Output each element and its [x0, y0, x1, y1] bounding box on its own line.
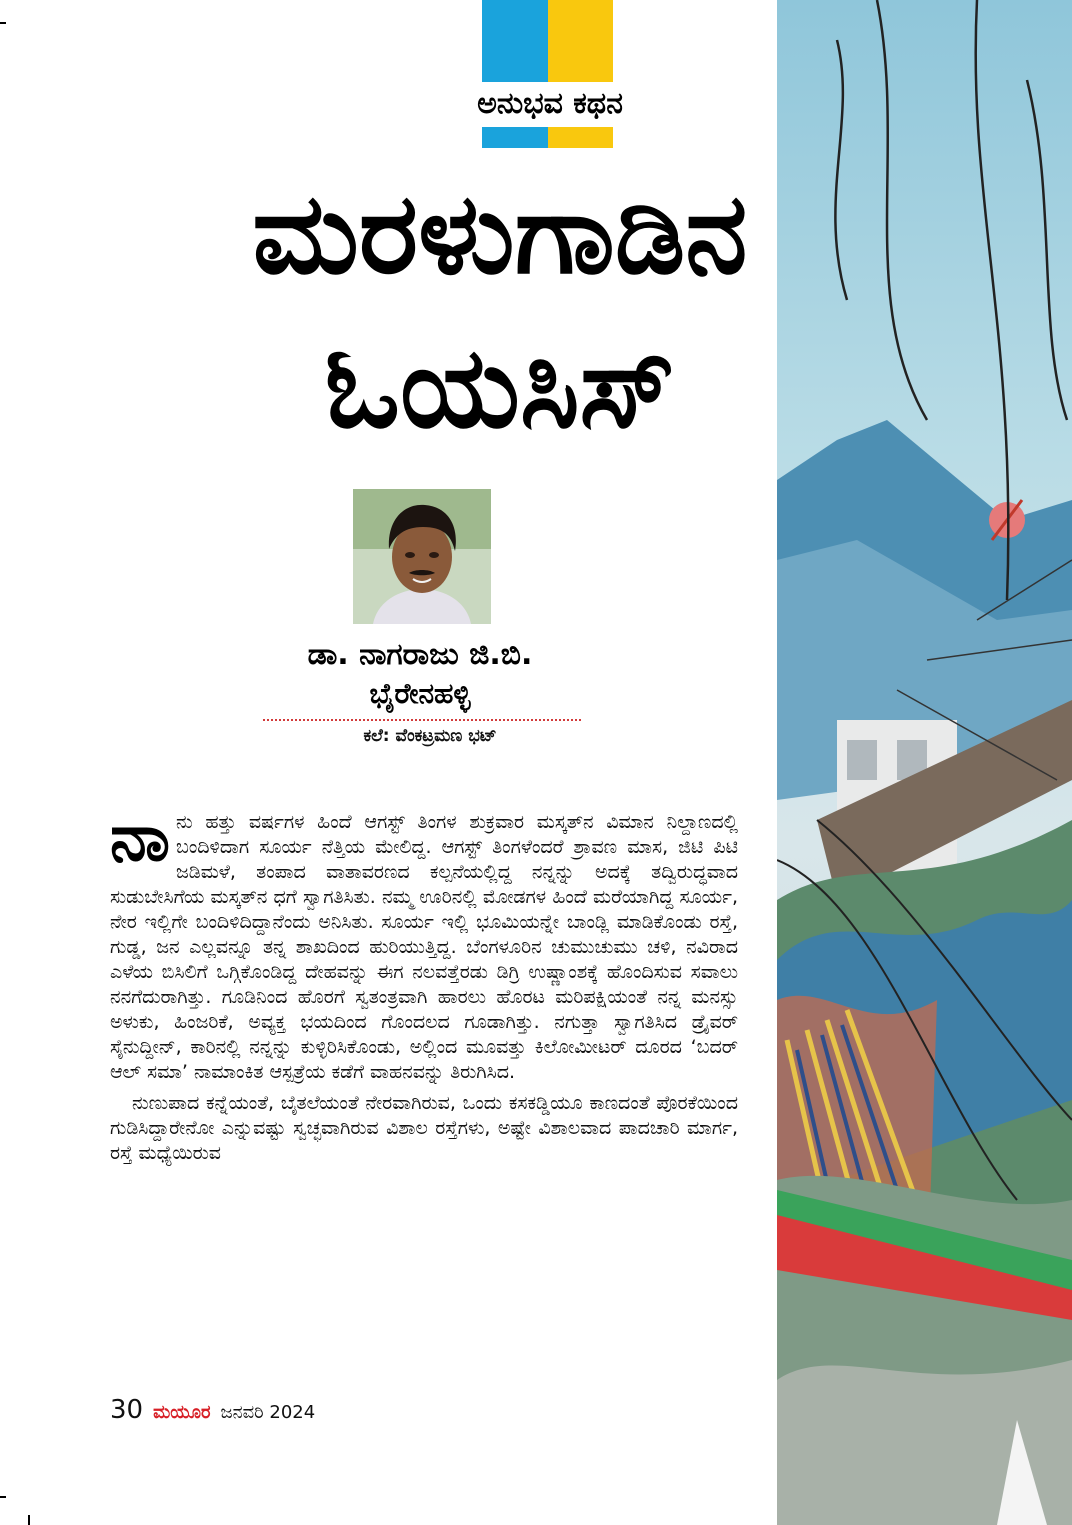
issue-date: ಜನವರಿ 2024: [220, 1402, 316, 1423]
headline-line-2: ಓಯಸಿಸ್: [324, 323, 676, 453]
section-label: ಅನುಭವ ಕಥನ: [477, 86, 623, 121]
author-place: ಭೈರೇನಹಳ್ಳಿ: [369, 677, 471, 710]
paragraph-1-text: ನು ಹತ್ತು ವರ್ಷಗಳ ಹಿಂದೆ ಆಗಸ್ಟ್ ತಿಂಗಳ ಶುಕ್ರವಾರ ಮಸ್ಕತ್‌ನ ವಿಮಾನ ನಿಲ್ದಾಣದಲ್ಲಿ ಬಂದಿಳಿದಾಗ ಸೂರ್ಯ ನೆತ್ತಿಯ ಮೇಲಿದ್ದ. ಆಗಸ್ಟ್ ತಿಂಗಳೆಂದರೆ ಶ್ರಾವಣ ಮಾಸ, ಜಿಟಿ ಪಿಟಿ ಜಡಿಮಳೆ, ತಂಪಾದ ವಾತಾವರಣದ ಕಲ್ಪನೆಯಲ್ಲಿದ್ದ ನನ್ನನ್ನು ಅದಕ್ಕೆ ತದ್ವಿರುದ್ಧವಾದ ಸುಡುಬೇಸಿಗೆಯ ಮಸ್ಕತ್‌ನ ಧಗೆ ಸ್ವಾಗತಿಸಿತು. ನಮ್ಮ ಊರಿನಲ್ಲಿ ಮೋಡಗಳ ಹಿಂದೆ ಮರೆಯಾಗಿದ್ದ ಸೂರ್ಯ, ನೇರ ಇಲ್ಲಿಗೇ ಬಂದಿಳಿದಿದ್ದಾನೆಂದು ಅನಿಸಿತು. ಸೂರ್ಯ ಇಲ್ಲಿ ಭೂಮಿಯನ್ನೇ ಬಾಂಡ್ಲಿ ಮಾಡಿಕೊಂಡು ರಸ್ತೆ, ಗುಡ್ಡ, ಜನ ಎಲ್ಲವನ್ನೂ ತನ್ನ ಶಾಖದಿಂದ ಹುರಿಯುತ್ತಿದ್ದ. ಬೆಂಗಳೂರಿನ ಚುಮುಚುಮು ಚಳಿ, ನವಿರಾದ ಎಳೆಯ ಬಿಸಿಲಿಗೆ ಒಗ್ಗಿಕೊಂಡಿದ್ದ ದೇಹವನ್ನು ಈಗ ನಲವತ್ತೆರಡು ಡಿಗ್ರಿ ಉಷ್ಣಾಂಶಕ್ಕೆ ಹೊಂದಿಸುವ ಸವಾಲು ನನಗೆದುರಾಗಿತ್ತು. ಗೂಡಿನಿಂದ ಹೊರಗೆ ಸ್ವತಂತ್ರವಾಗಿ ಹಾರಲು ಹೊರಟ ಮರಿಪಕ್ಷಿಯಂತೆ ನನ್ನ ಮನಸ್ಸು ಅಳುಕು, ಹಿಂಜರಿಕೆ, ಅವ್ಯಕ್ತ ಭಯದಿಂದ ಗೊಂದಲದ ಗೂಡಾಗಿತ್ತು. ನಗುತ್ತಾ ಸ್ವಾಗತಿಸಿದ ಡ್ರೈವರ್ ಸೈನುದ್ದೀನ್, ಕಾರಿನಲ್ಲಿ ನನ್ನನ್ನು ಕುಳ್ಳಿರಿಸಿಕೊಂಡು, ಅಲ್ಲಿಂದ ಮೂವತ್ತು ಕಿಲೋಮೀಟರ್ ದೂರದ ‘ಬದರ್ ಆಲ್ ಸಮಾ’ ನಾಮಾಂಕಿತ ಆಸ್ಪತ್ರೆಯ ಕಡೆಗೆ ವಾಹನವನ್ನು ತಿರುಗಿಸಿದ.: [110, 811, 738, 1083]
blue-block: [482, 0, 548, 82]
drop-cap: ನಾ: [110, 799, 170, 876]
author-photo: [353, 489, 491, 624]
yellow-block: [548, 0, 613, 82]
author-name: ಡಾ. ನಾಗರಾಜು ಜಿ.ಬಿ.: [307, 637, 533, 672]
portrait-photo-icon: [353, 489, 491, 624]
page-number: 30: [110, 1395, 144, 1425]
magazine-name: ಮಯೂರ: [153, 1402, 211, 1423]
article-paragraph: [110, 799, 738, 1085]
article-body: [110, 799, 738, 1166]
page-footer: [110, 1395, 315, 1429]
article-paragraph: ನುಣುಪಾದ ಕನ್ನೆಯಂತೆ, ಬೈತಲೆಯಂತೆ ನೇರವಾಗಿರುವ, ಒಂದು ಕಸಕಡ್ಡಿಯೂ ಕಾಣದಂತೆ ಪೊರಕೆಯಿಂದ ಗುಡಿಸಿದ್ದಾರೇನೋ ಎನ್ನುವಷ್ಟು ಸ್ವಚ್ಛವಾಗಿರುವ ವಿಶಾಲ ರಸ್ತೆಗಳು, ಅಷ್ಟೇ ವಿಶಾಲವಾದ ಪಾದಚಾರಿ ಮಾರ್ಗ, ರಸ್ತೆ ಮಧ್ಯೆಯಿರುವ: [110, 1092, 738, 1164]
art-credit: ಕಲೆ: ವೆಂಕಟ್ರಮಣ ಭಟ್: [363, 726, 497, 746]
dotted-divider: [263, 719, 581, 721]
yellow-strip: [548, 127, 613, 148]
headline-line-1: ಮರಳುಗಾಡಿನ: [252, 169, 748, 299]
crop-mark: [28, 1515, 30, 1525]
crop-mark: [0, 22, 6, 24]
crop-mark: [0, 1496, 6, 1498]
blue-strip: [482, 127, 548, 148]
